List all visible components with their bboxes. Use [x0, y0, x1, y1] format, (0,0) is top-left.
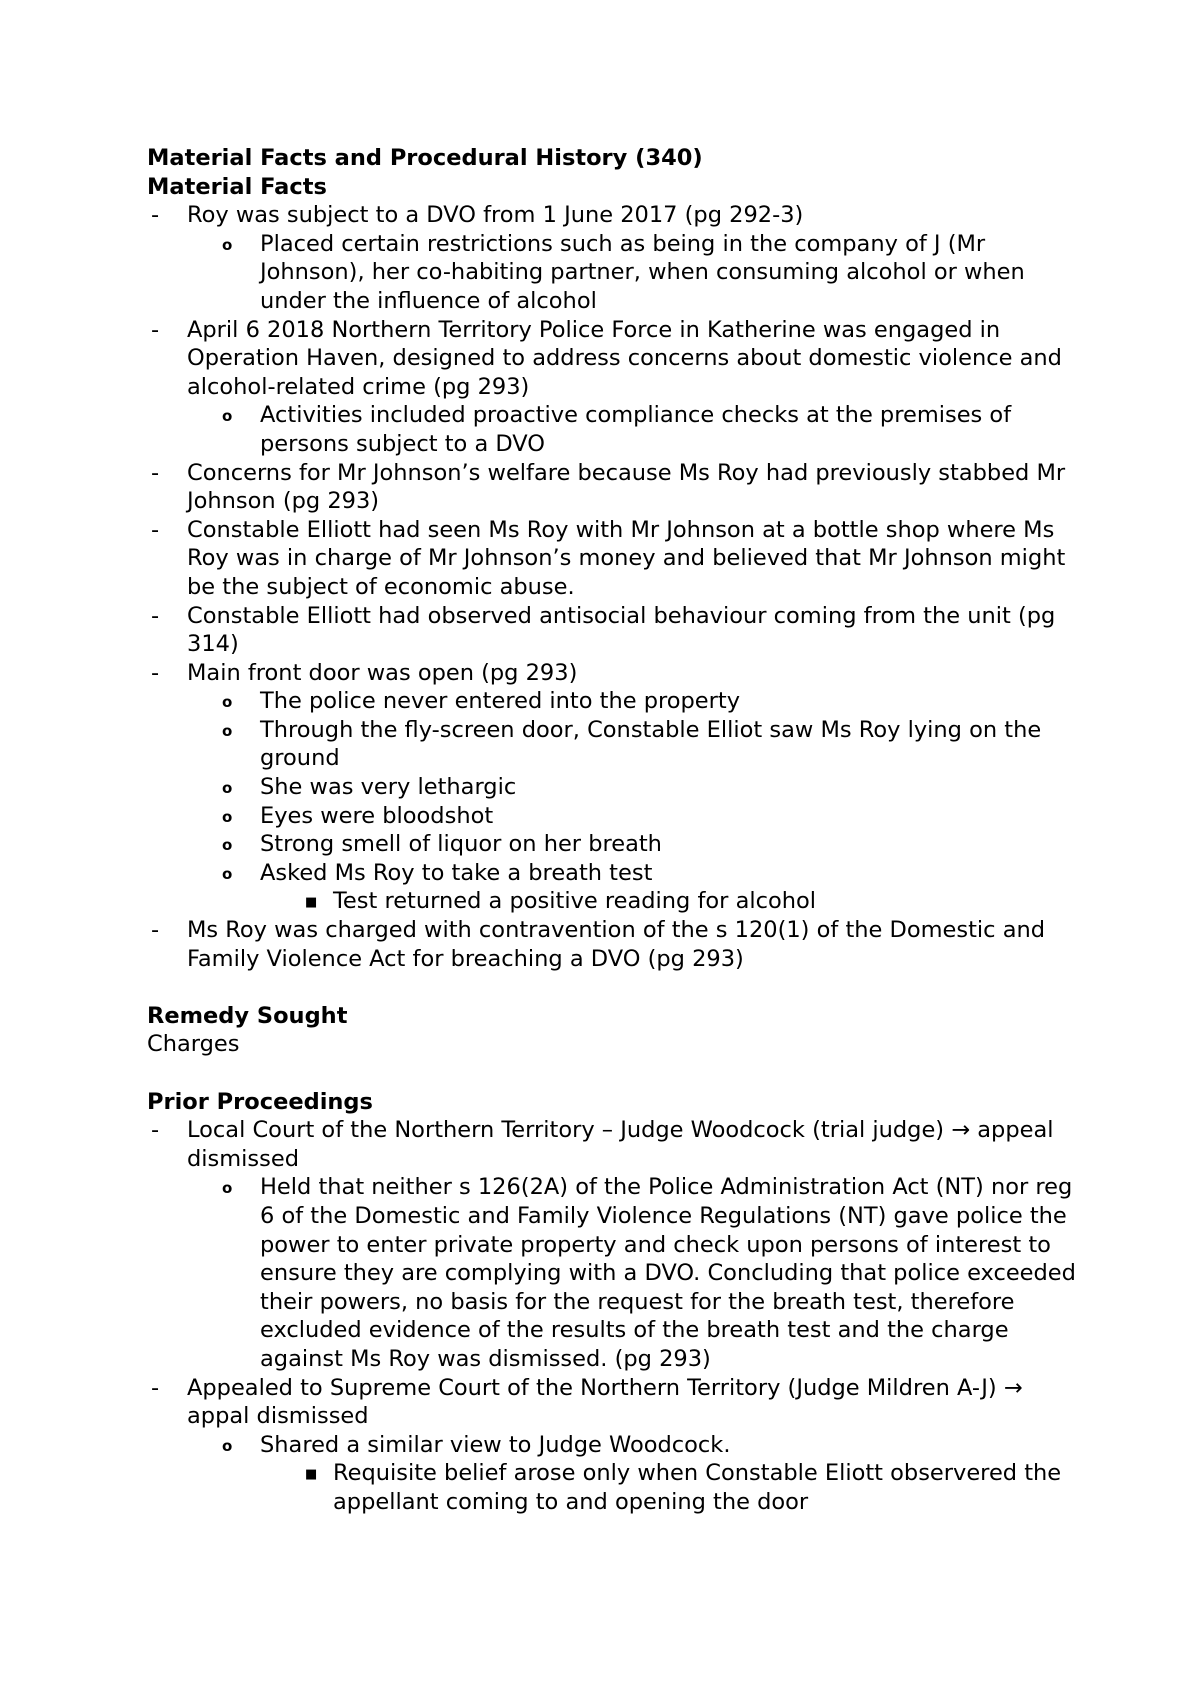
- list-item-text: Shared a similar view to Judge Woodcock.: [260, 1431, 731, 1458]
- list-item: [147, 887, 1077, 916]
- bullet-marker: -: [151, 659, 160, 686]
- list-item-text: Constable Elliott had seen Ms Roy with Mr Johnson at a bottle shop where Ms Roy was in charge of Mr Johnson’s money and believed that Mr Johnson might be the subject of economic abuse.: [187, 516, 1066, 600]
- bullet-marker: -: [151, 1117, 160, 1144]
- list-item-text: Ms Roy was charged with contravention of the s 120(1) of the Domestic and Family Violence Act for breaching a DVO (pg 293): [187, 917, 1046, 972]
- section: [147, 1059, 1077, 1517]
- list-item-text: Held that neither s 126(2A) of the Police Administration Act (NT) nor reg 6 of the Domestic and Family Violence Regulations (NT) gave police the power to enter private property and check upon persons of interest to ensure they are complying with a DVO. Concluding that police exceeded their powers, no basis for the request for the breath test, therefore excluded evidence of the results of the breath test and the charge against Ms Roy was dismissed. (pg 293): [260, 1174, 1076, 1372]
- bullet-marker: o: [222, 693, 233, 712]
- document-page: [147, 144, 1077, 1517]
- list-item-text: Appealed to Supreme Court of the Northern Territory (Judge Mildren A-J) → appal dismissed: [187, 1374, 1023, 1430]
- bullet-marker: o: [222, 807, 233, 826]
- list-item-text: Strong smell of liquor on her breath: [260, 831, 662, 858]
- list-item: [147, 516, 1077, 602]
- bullet-marker: -: [151, 202, 160, 229]
- bullet-marker: o: [222, 864, 233, 883]
- bullet-marker: o: [222, 235, 233, 254]
- bullet-marker: o: [222, 1436, 233, 1455]
- list-item: [147, 916, 1077, 973]
- bullet-marker: -: [151, 316, 160, 343]
- list-item-text: Requisite belief arose only when Constable Eliott observered the appellant coming to and opening the door: [333, 1460, 1062, 1515]
- list-item: [147, 459, 1077, 516]
- list-item-text: Activities included proactive compliance checks at the premises of persons subject to a DVO: [260, 402, 1012, 457]
- list-item-text: Local Court of the Northern Territory – Judge Woodcock (trial judge) → appeal dismissed: [187, 1117, 1054, 1172]
- bullet-marker: -: [151, 1374, 160, 1401]
- list-item-text: Eyes were bloodshot: [260, 802, 494, 829]
- list-item: [147, 830, 1077, 859]
- list-item-text: The police never entered into the property: [260, 688, 741, 715]
- list-item-text: Constable Elliott had observed antisocial behaviour coming from the unit (pg 314): [187, 602, 1056, 658]
- list-item-text: April 6 2018 Northern Territory Police Force in Katherine was engaged in Operation Haven, designed to address concerns about domestic violence and alcohol-related crime (pg 293): [187, 316, 1062, 400]
- bullet-marker: o: [222, 836, 233, 855]
- list-item: [147, 1374, 1077, 1431]
- list-item: [147, 1431, 1077, 1460]
- list-item: [147, 716, 1077, 773]
- list-item-text: Asked Ms Roy to take a breath test: [260, 859, 653, 886]
- bullet-marker: -: [151, 602, 160, 629]
- bullet-marker: -: [151, 516, 160, 543]
- list-item-text: She was very lethargic: [260, 774, 517, 801]
- bullet-marker: ■: [305, 1467, 318, 1483]
- bullet-marker: o: [222, 407, 233, 426]
- bullet-marker: o: [222, 721, 233, 740]
- list-item-text: Test returned a positive reading for alcohol: [333, 888, 817, 915]
- list-item: [147, 802, 1077, 831]
- list-item-text: Placed certain restrictions such as being in the company of J (Mr Johnson), her co-habiting partner, when consuming alcohol or when under the influence of alcohol: [260, 230, 1025, 314]
- list-item: [147, 230, 1077, 316]
- list-item-text: Through the fly-screen door, Constable Elliot saw Ms Roy lying on the ground: [260, 716, 1042, 772]
- list-item: [147, 401, 1077, 458]
- list-item: [147, 201, 1077, 230]
- list-item: [147, 773, 1077, 802]
- list-item-text: Main front door was open (pg 293): [187, 659, 578, 686]
- bullet-marker: -: [151, 917, 160, 944]
- bullet-marker: -: [151, 459, 160, 486]
- bullet-marker: o: [222, 1179, 233, 1198]
- list-item: [147, 1459, 1077, 1516]
- section-heading: Remedy Sought: [147, 1002, 348, 1029]
- bullet-marker: o: [222, 779, 233, 798]
- section: [147, 144, 1077, 973]
- section-text: Charges: [147, 1031, 240, 1058]
- list-item: [147, 316, 1077, 402]
- list-item: [147, 687, 1077, 716]
- section-heading: Prior Proceedings: [147, 1088, 373, 1115]
- list-item: [147, 602, 1077, 659]
- list-item: [147, 659, 1077, 688]
- section-spacer: [147, 973, 1077, 1002]
- section: [147, 973, 1077, 1059]
- section-heading: Material Facts and Procedural History (340): [147, 145, 703, 171]
- list-item: [147, 859, 1077, 888]
- section-spacer: [147, 1059, 1077, 1088]
- list-item-text: Concerns for Mr Johnson’s welfare because Ms Roy had previously stabbed Mr Johnson (pg 293): [187, 459, 1066, 515]
- list-item-text: Roy was subject to a DVO from 1 June 2017 (pg 292-3): [187, 202, 804, 229]
- list-item: [147, 1173, 1077, 1373]
- list-item: [147, 1116, 1077, 1173]
- bullet-marker: ■: [305, 895, 318, 911]
- section-heading: Material Facts: [147, 173, 327, 200]
